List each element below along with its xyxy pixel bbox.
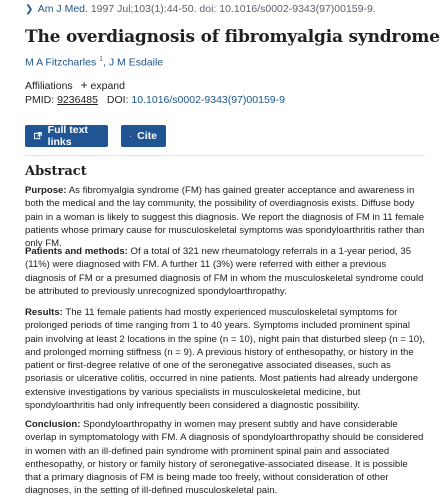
author-link[interactable]: J M Esdaile <box>108 56 164 69</box>
section-label: Conclusion: <box>25 419 81 430</box>
article-title: The overdiagnosis of fibromyalgia syndrome <box>25 27 440 47</box>
section-text: Of a total of 321 new rheumatology referrals in a 1-year period, 35 (11%) were diagnosed with FM. A further 11 (3%) were referred with either a previous diagnosis of FM or a presumed diagnosis of FM in whom the musculoskeletal syndrome could be attributed to previously unrecognized spondyloarthropathy. <box>25 246 424 297</box>
doi-label: DOI: <box>106 94 129 106</box>
quote-icon <box>130 132 131 141</box>
journal-link[interactable]: Am J Med <box>37 3 85 15</box>
author-list: M A Fitzcharles $^1$, J M Esdaile <box>25 56 164 69</box>
affiliations-row <box>25 78 125 92</box>
journal-citation <box>25 3 376 15</box>
pmid-label: PMID: <box>25 94 55 106</box>
section-divider <box>25 155 425 156</box>
chevron-right-icon: ❯ <box>25 4 34 15</box>
section-text: As fibromyalgia syndrome (FM) has gained greater acceptance and awareness in both the medical and the lay community, the possibility of overdiagnosis exists. Diffuse body pain in a woman is likely to suggest this diagnosis. We report the diagnosis of FM in 11 female patients whose primary cause for musculoskeletal symptoms was spondyloarthritis rather than only FM. <box>25 185 425 250</box>
abstract-conclusion <box>25 418 425 498</box>
full-text-links-label: Full text links <box>47 124 88 148</box>
cite-button[interactable] <box>121 125 166 147</box>
author-link[interactable]: M A Fitzcharles <box>25 56 97 69</box>
section-label: Results: <box>25 307 63 318</box>
citation-details: . 1997 Jul;103(1):44-50. doi: 10.1016/s0002-9343(97)00159-9. <box>85 3 376 15</box>
section-label: Purpose: <box>25 185 67 196</box>
abstract-methods <box>25 245 425 298</box>
cite-label: Cite <box>137 130 157 142</box>
pmid-value[interactable]: 9236485 <box>57 94 98 106</box>
abstract-purpose <box>25 184 425 250</box>
plus-icon[interactable]: + <box>80 78 88 92</box>
expand-toggle[interactable]: expand <box>90 80 125 92</box>
doi-link[interactable]: 10.1016/s0002-9343(97)00159-9 <box>131 94 285 106</box>
full-text-links-button[interactable] <box>25 125 108 147</box>
abstract-heading: Abstract <box>25 164 87 179</box>
section-text: The 11 female patients had mostly experienced musculoskeletal symptoms for prolonged periods of time ranging from 1 to 40 years. Symptoms included prominent spinal pain involving at least 2 locations in the spine (n = 10), night pain that disturbed sleep (n = 10), and prolonged morning stiffness (n = 9). A previous history of enthesopathy, or history in the patient or first-degree relative of one of the seronegative associated diseases, such as psoriasis or ulcerative colitis, occurred in nine patients. Most patients had already undergone extensive investigations by various specialists in musculoskeletal medicine, but spondyloarthritis had only infrequently been considered a diagnostic possibility. <box>25 307 425 412</box>
affiliations-label: Affiliations <box>25 80 73 92</box>
external-link-icon <box>34 131 42 141</box>
identifiers-row <box>25 94 285 106</box>
affiliation-ref[interactable]: 1 <box>99 56 104 63</box>
abstract-results <box>25 306 425 412</box>
section-text: Spondyloarthropathy in women may present subtly and have considerable overlap in symptomatology with FM. A diagnosis of spondyloarthropathy should be considered in women with an ill-defined pain syndrome with prominent spinal pain and associated enthesopathy, or history or family history of seronegative-associated disease. It is possible that a primary diagnosis of FM is being made too freely, without consideration of other diagnoses, in the setting of ill-defined musculoskeletal pain. <box>25 419 424 497</box>
section-label: Patients and methods: <box>25 246 128 257</box>
